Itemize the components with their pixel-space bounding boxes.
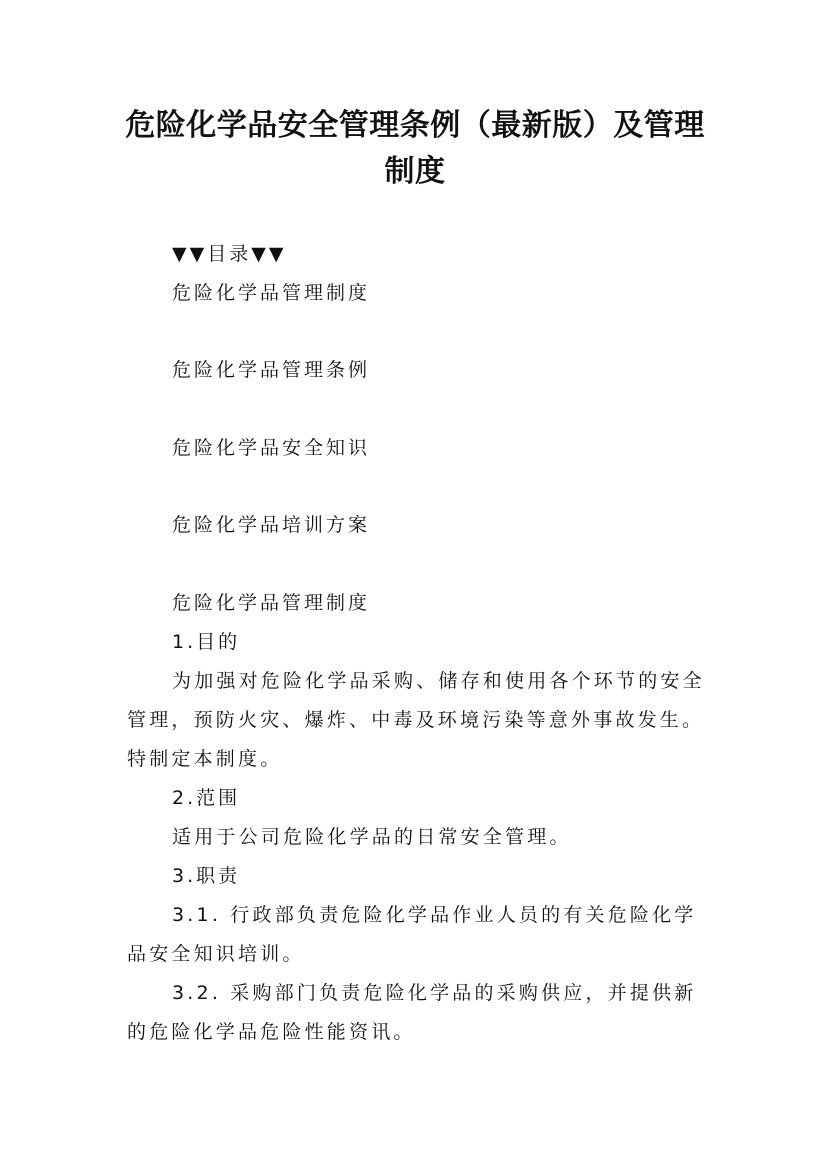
s1-line-3: 特制定本制度。 [127,748,283,770]
section-title: 危险化学品管理制度 [172,592,371,614]
s1-line-1: 为加强对危险化学品采购、储存和使用各个环节的安全 [172,670,705,692]
s3-p1-line-1: 3.1. 行政部负责危险化学品作业人员的有关危险化学 [172,904,697,926]
toc-item-1[interactable]: 危险化学品管理制度 [172,282,371,304]
toc-item-3[interactable]: 危险化学品安全知识 [172,437,371,459]
toc-item-2[interactable]: 危险化学品管理条例 [172,359,371,381]
title-line-1: 危险化学品安全管理条例（最新版）及管理 [125,108,705,143]
toc-heading: ▼▼目录▼▼ [172,243,287,265]
s3-p1-line-2: 品安全知识培训。 [127,943,305,965]
s3-p2-line-2: 的危险化学品危险性能资讯。 [127,1021,416,1043]
s3-heading: 3.职责 [172,865,241,887]
s3-p2-line-1: 3.2. 采购部门负责危险化学品的采购供应，并提供新 [172,982,697,1004]
title-line-2: 制度 [384,154,446,189]
document-title [110,103,720,195]
s1-line-2: 管理，预防火灾、爆炸、中毒及环境污染等意外事故发生。 [127,709,705,731]
toc-item-4[interactable]: 危险化学品培训方案 [172,514,371,536]
s2-line-1: 适用于公司危险化学品的日常安全管理。 [172,826,572,848]
s1-heading: 1.目的 [172,631,241,653]
s2-heading: 2.范围 [172,787,241,809]
